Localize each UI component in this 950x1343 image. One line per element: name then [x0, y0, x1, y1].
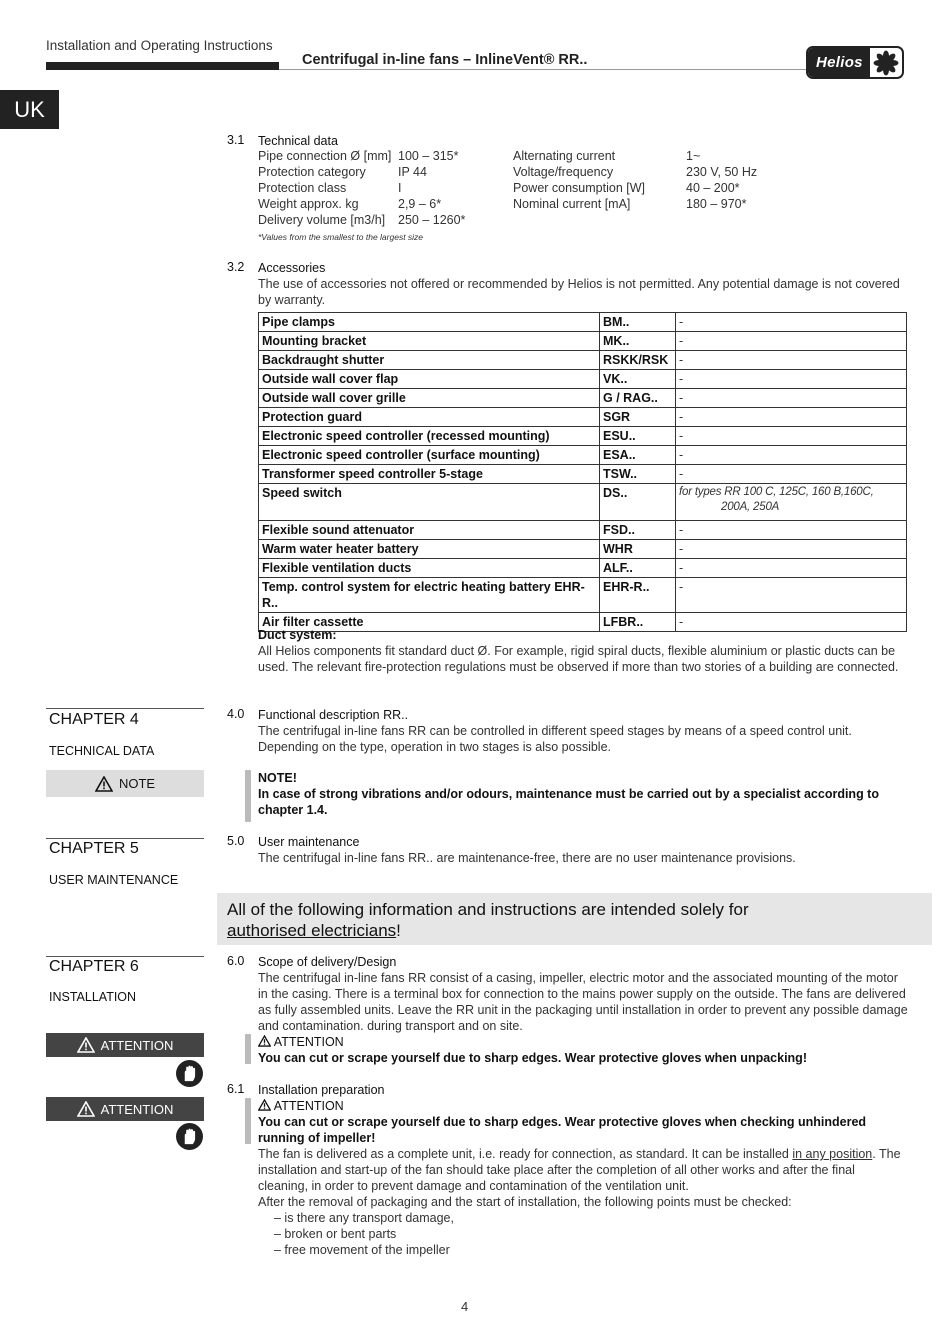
td-label: Delivery volume [m3/h] — [258, 213, 386, 227]
td-value: IP 44 — [398, 165, 427, 179]
electricians-banner — [217, 893, 932, 945]
acc-code: RSKK/RSK — [600, 351, 676, 370]
acc-code: LFBR.. — [600, 613, 676, 632]
chapter-4-subtitle: TECHNICAL DATA — [49, 744, 155, 758]
prep-checklist — [258, 1210, 908, 1258]
table-row — [259, 351, 907, 370]
chapter-rule — [46, 708, 204, 709]
gloves-icon — [176, 1060, 203, 1087]
banner-line: All of the following information and instructions are intended solely for — [227, 900, 749, 919]
duct-heading: Duct system: — [258, 628, 337, 642]
acc-code: G / RAG.. — [600, 389, 676, 408]
list-item: – is there any transport damage, — [274, 1211, 454, 1225]
prep-text-b: . The installation and start-up of the fan should take place after the completion of all other works and after the final cleaning, in order to prevent damage and contamination of the ventilation unit. — [258, 1147, 901, 1193]
td-label: Weight approx. kg — [258, 197, 359, 211]
section-heading: Installation preparation — [258, 1083, 385, 1097]
acc-code: TSW.. — [600, 465, 676, 484]
acc-note — [676, 484, 907, 521]
attention-label: ATTENTION — [100, 1037, 174, 1053]
attention-bar — [245, 1034, 251, 1064]
footnote: *Values from the smallest to the largest size — [258, 232, 424, 242]
table-row — [259, 332, 907, 351]
acc-name: Electronic speed controller (surface mounting) — [259, 446, 600, 465]
logo-text: Helios — [808, 48, 870, 77]
fan-logo-icon — [870, 50, 902, 76]
warning-icon — [258, 1035, 271, 1047]
page-number: 4 — [461, 1299, 469, 1314]
table-row — [259, 389, 907, 408]
section-heading: Accessories — [258, 261, 326, 275]
table-row — [259, 484, 907, 521]
acc-note: - — [676, 332, 907, 351]
scope-text: The centrifugal in-line fans RR consist of a casing, impeller, electric motor and the associated mounting of the motor in the casing. There is a terminal box for connection to the mains power supply on the outside. The fans are delivered as fully assembled units. Leave the RR unit in the packaging until installation in order to prevent any possible damage and contamination. during transport and on site. — [258, 971, 908, 1033]
section-number: 4.0 — [227, 707, 245, 721]
acc-note: - — [676, 370, 907, 389]
document-type: Installation and Operating Instructions — [46, 38, 273, 53]
section-number: 3.1 — [227, 133, 245, 147]
banner-underlined: authorised electricians — [227, 921, 397, 940]
acc-name: Transformer speed controller 5-stage — [259, 465, 600, 484]
table-row — [259, 427, 907, 446]
chapter-4-title: CHAPTER 4 — [49, 711, 139, 728]
table-row — [259, 446, 907, 465]
acc-code: FSD.. — [600, 521, 676, 540]
section-number: 6.1 — [227, 1082, 245, 1096]
note-label: NOTE — [118, 776, 156, 791]
acc-name: Air filter cassette — [259, 613, 600, 632]
acc-note: - — [676, 613, 907, 632]
td-label: Voltage/frequency — [513, 165, 614, 179]
acc-name: Electronic speed controller (recessed mounting) — [259, 427, 600, 446]
banner-line-2 — [227, 920, 932, 941]
table-row — [259, 521, 907, 540]
section-heading: User maintenance — [258, 835, 360, 849]
td-value: I — [398, 181, 402, 195]
acc-name: Pipe clamps — [259, 313, 600, 332]
acc-name: Backdraught shutter — [259, 351, 600, 370]
functional-text: The centrifugal in-line fans RR can be controlled in different speed stages by means of a speed control unit. Depending on the type, operation in two stages is also possible. — [258, 724, 852, 754]
acc-note: - — [676, 465, 907, 484]
td-value: 100 – 315* — [398, 149, 459, 163]
acc-note-line: 200A, 250A — [721, 501, 780, 513]
td-label: Alternating current — [513, 149, 616, 163]
banner-suffix: ! — [396, 921, 401, 940]
note-label-box — [46, 770, 204, 797]
acc-name: Flexible sound attenuator — [259, 521, 600, 540]
prep-text — [258, 1146, 908, 1194]
section-heading: Technical data — [258, 134, 338, 148]
prep-text-underlined: in any position — [792, 1147, 873, 1161]
attention-label-box — [46, 1097, 204, 1121]
chapter-rule — [46, 838, 204, 839]
prep-warning: You can cut or scrape yourself due to sharp edges. Wear protective gloves when checking unhindered running of impeller! — [258, 1115, 867, 1145]
td-label: Power consumption [W] — [513, 181, 645, 195]
acc-note: - — [676, 540, 907, 559]
section-heading: Scope of delivery/Design — [258, 955, 397, 969]
acc-note: - — [676, 521, 907, 540]
td-value: 230 V, 50 Hz — [686, 165, 758, 179]
acc-code: ESU.. — [600, 427, 676, 446]
attention-bar — [245, 1098, 251, 1144]
acc-code: WHR — [600, 540, 676, 559]
attention-line — [258, 1098, 908, 1114]
td-value: 250 – 1260* — [398, 213, 466, 227]
note-heading: NOTE! — [258, 771, 297, 785]
accessories-intro: The use of accessories not offered or recommended by Helios is not permitted. Any potential damage is not covered by warranty. — [258, 277, 900, 307]
acc-code: DS.. — [600, 484, 676, 521]
acc-code: BM.. — [600, 313, 676, 332]
acc-note: - — [676, 427, 907, 446]
acc-name: Flexible ventilation ducts — [259, 559, 600, 578]
section-number: 3.2 — [227, 260, 245, 274]
td-value: 180 – 970* — [686, 197, 747, 211]
duct-text: All Helios components fit standard duct Ø. For example, rigid spiral ducts, flexible aluminium or plastic ducts can be used. The relevant fire-protection regulations must be observed if more than two stories of a building are connected. — [258, 644, 899, 674]
prep-checklist-intro: After the removal of packaging and the start of installation, the following points must be checked: — [258, 1195, 792, 1209]
list-item: – broken or bent parts — [274, 1227, 397, 1241]
table-row — [259, 408, 907, 427]
section-number: 5.0 — [227, 834, 245, 848]
table-row — [259, 559, 907, 578]
header-rule — [279, 69, 811, 70]
acc-name: Temp. control system for electric heating battery EHR-R.. — [259, 578, 600, 613]
attention-label: ATTENTION — [100, 1101, 174, 1117]
acc-code: EHR-R.. — [600, 578, 676, 613]
warning-icon — [258, 1099, 271, 1111]
acc-code: ALF.. — [600, 559, 676, 578]
prep-text-a: The fan is delivered as a complete unit, i.e. ready for connection, as standard. It can be installed — [258, 1147, 793, 1161]
header-bar — [46, 62, 279, 70]
acc-code: SGR — [600, 408, 676, 427]
table-row — [259, 313, 907, 332]
acc-note: - — [676, 408, 907, 427]
note-text: In case of strong vibrations and/or odours, maintenance must be carried out by a specialist according to chapter 1.4. — [258, 787, 879, 817]
attention-label-box — [46, 1033, 204, 1057]
chapter-5-subtitle: USER MAINTENANCE — [49, 873, 179, 887]
acc-note: - — [676, 559, 907, 578]
td-value: 40 – 200* — [686, 181, 740, 195]
attention-text: ATTENTION — [273, 1099, 344, 1113]
acc-name: Warm water heater battery — [259, 540, 600, 559]
scope-warning: You can cut or scrape yourself due to sharp edges. Wear protective gloves when unpacking! — [258, 1051, 807, 1065]
acc-note: - — [676, 389, 907, 408]
accessories-table — [258, 312, 907, 632]
acc-note: - — [676, 578, 907, 613]
acc-note: - — [676, 351, 907, 370]
gloves-icon — [176, 1123, 203, 1150]
document-title: Centrifugal in-line fans – InlineVent® RR.. — [302, 52, 588, 68]
td-label: Pipe connection Ø [mm] — [258, 149, 392, 163]
language-tab: UK — [0, 90, 59, 129]
td-value: 1~ — [686, 149, 701, 163]
td-value: 2,9 – 6* — [398, 197, 442, 211]
acc-name: Outside wall cover grille — [259, 389, 600, 408]
maintenance-text: The centrifugal in-line fans RR.. are maintenance-free, there are no user maintenance provisions. — [258, 851, 796, 865]
section-number: 6.0 — [227, 954, 245, 968]
acc-name: Protection guard — [259, 408, 600, 427]
chapter-rule — [46, 956, 204, 957]
td-label: Nominal current [mA] — [513, 197, 631, 211]
acc-code: MK.. — [600, 332, 676, 351]
acc-name: Outside wall cover flap — [259, 370, 600, 389]
acc-code: VK.. — [600, 370, 676, 389]
warning-icon — [95, 776, 113, 792]
section-heading: Functional description RR.. — [258, 708, 409, 722]
td-label: Protection category — [258, 165, 366, 179]
note-bar — [245, 770, 251, 822]
acc-note: - — [676, 313, 907, 332]
table-row — [259, 540, 907, 559]
td-label: Protection class — [258, 181, 347, 195]
attention-line — [258, 1034, 908, 1050]
helios-logo — [806, 46, 904, 79]
chapter-5-title: CHAPTER 5 — [49, 840, 139, 857]
table-row — [259, 370, 907, 389]
attention-text: ATTENTION — [273, 1035, 344, 1049]
table-row — [259, 465, 907, 484]
acc-code: ESA.. — [600, 446, 676, 465]
list-item: – free movement of the impeller — [274, 1243, 450, 1257]
acc-note-line: for types RR 100 C, 125C, 160 B,160C, — [679, 486, 874, 498]
chapter-6-title: CHAPTER 6 — [49, 958, 139, 975]
acc-note: - — [676, 446, 907, 465]
chapter-6-subtitle: INSTALLATION — [49, 990, 137, 1004]
warning-icon — [77, 1101, 95, 1117]
table-row — [259, 578, 907, 613]
acc-name: Speed switch — [259, 484, 600, 521]
warning-icon — [77, 1037, 95, 1053]
acc-name: Mounting bracket — [259, 332, 600, 351]
